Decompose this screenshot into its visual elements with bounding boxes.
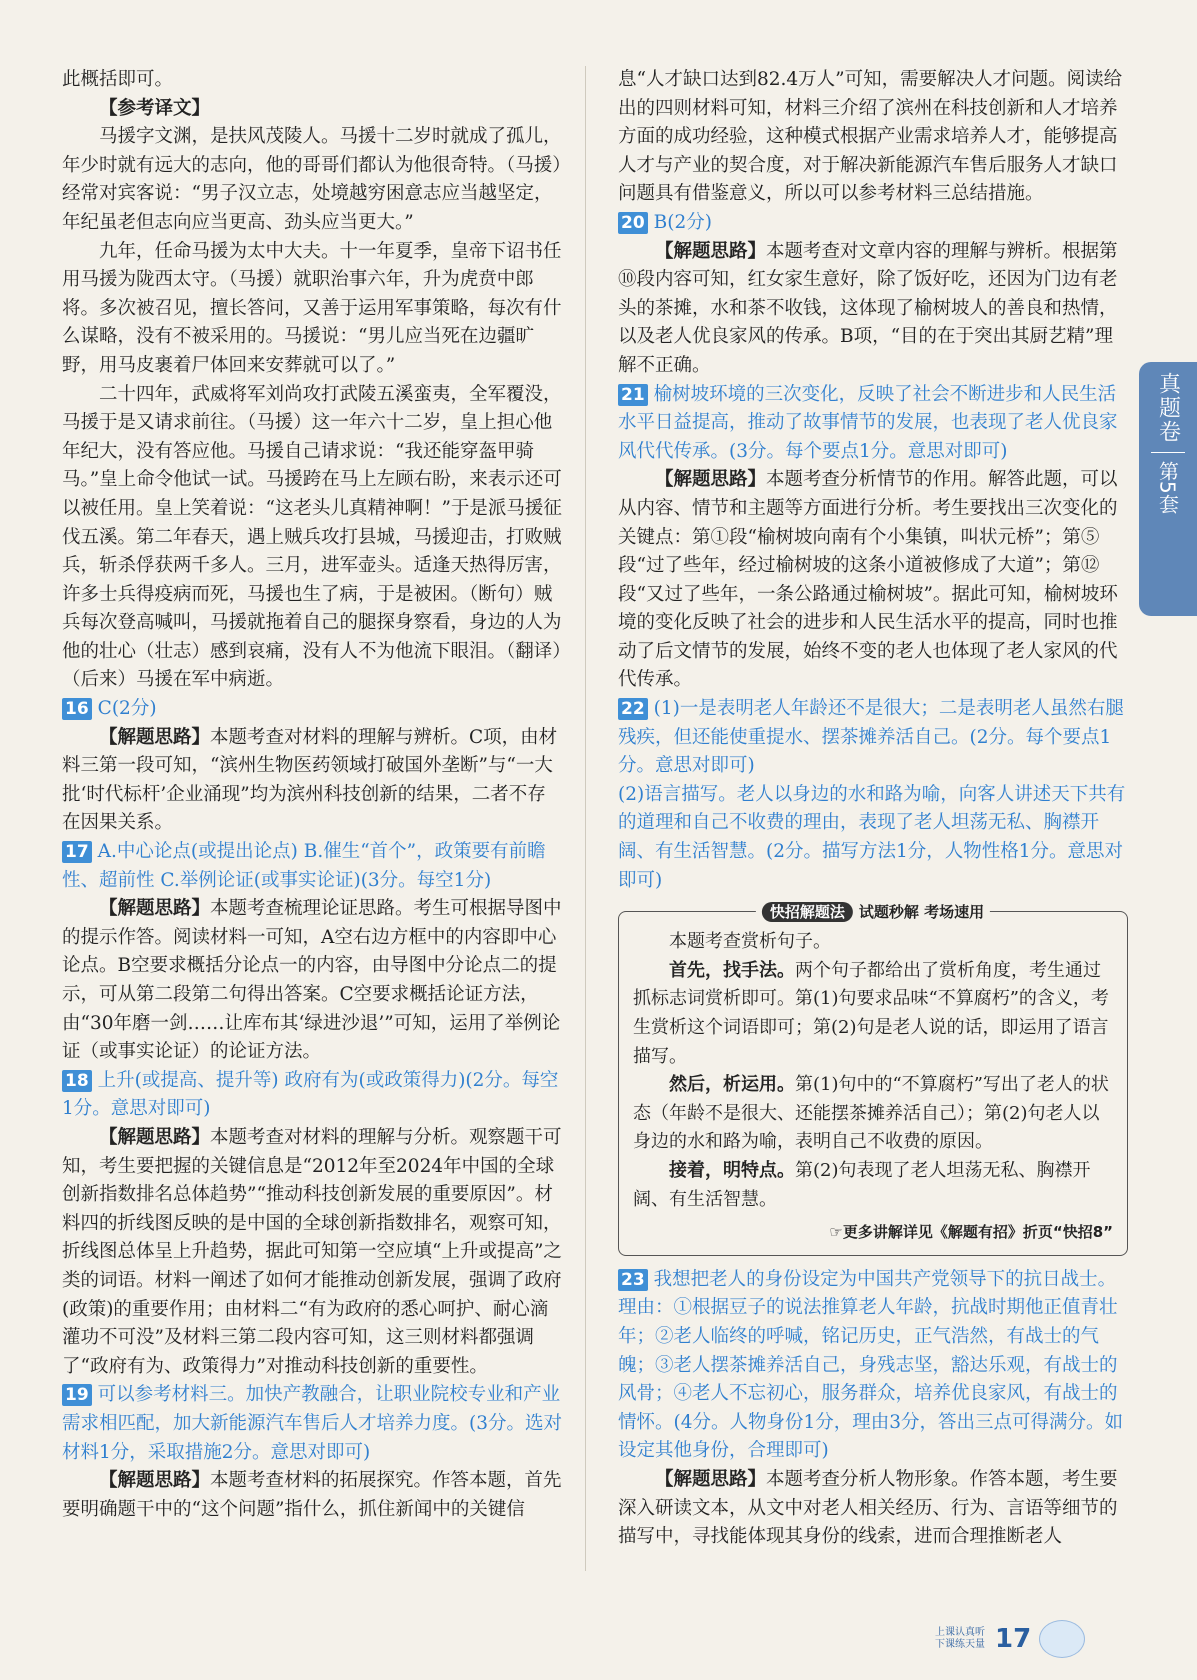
question-21-analysis: 【解题思路】本题考查分析情节的作用。解答此题，可以从内容、情节和主题等方面进行分析。考生要找出三次变化的关键点：第①段“榆树坡向南有个小集镇，叫状元桥”；第⑤段“过了些年，经过榆树坡的这条小道被修成了大道”；第⑫段“又过了些年，一条公路通过榆树坡”。据此可知，榆树坡环境的变化反映了社会的进步和人民生活水平的提高，同时也推动了后文情节的发展，始终不变的老人也体现了老人家风的代代传承。 xyxy=(618,469,1118,691)
translation-paragraph: 马援字文渊，是扶风茂陵人。马援十二岁时就成了孤儿，年少时就有远大的志向，他的哥哥们都认为他很奇特。（马援）经常对宾客说：“男子汉立志，处境越穷困意志应当越坚定，年纪虽老但志向应当更高、劲头应当更大。” xyxy=(62,126,562,233)
question-number: 18 xyxy=(62,1070,92,1092)
question-21-answer: 21 榆树坡环境的三次变化，反映了社会不断进步和人民生活水平日益提高，推动了故事情节的发展，也表现了老人优良家风代代传承。(3分。每个要点1分。意思对即可) xyxy=(618,383,1118,462)
summary-text: 此概括即可。 xyxy=(62,69,174,90)
question-20-analysis: 【解题思路】本题考查对文章内容的理解与辨析。根据第⑩段内容可知，红女家生意好，除了饭好吃，还因为门边有老头的茶摊，水和茶不收钱，这体现了榆树坡人的善良和热情，以及老人优良家风的传承。B项，“目的在于突出其厨艺精”理解不正确。 xyxy=(618,240,1118,376)
question-number: 19 xyxy=(62,1384,92,1406)
mascot-icon xyxy=(1039,1620,1085,1658)
question-number: 16 xyxy=(62,698,92,720)
question-number: 20 xyxy=(618,212,648,234)
side-tab-divider xyxy=(1151,452,1185,453)
question-17-analysis: 【解题思路】本题考查梳理论证思路。考生可根据导图中的提示作答。阅读材料一可知，A空右边方框中的内容即中心论点。B空要求概括分论点一的内容，由导图中分论点二的提示，可从第二段第二句得出答案。C空要求概括论证方法，由“30年磨一剑……让库布其‘绿进沙退’”可知，运用了举例论证（或事实论证）的论证方法。 xyxy=(62,898,562,1063)
box-paragraph: 然后，析运用。第(1)句中的“不算腐朽”写出了老人的状态（年龄不是很大、还能摆茶摊养活自己）；第(2)句老人以身边的水和路为喻，表明自己不收费的原因。 xyxy=(633,1074,1109,1153)
question-20-answer: 20 B(2分) xyxy=(618,209,1128,238)
page-number: 17 xyxy=(995,1624,1032,1654)
right-column xyxy=(618,66,1128,1552)
quick-method-title: 快招解题法 试题秒解 考场速用 xyxy=(756,898,990,927)
quick-method-box xyxy=(618,903,1128,1256)
question-22-answer: 22 (1)一是表明老人年龄还不是很大；二是表明老人虽然右腿残疾，但还能使重提水、摆茶摊养活自己。(2分。每个要点1分。意思对即可) xyxy=(618,698,1124,777)
reference-translation-heading: 【参考译文】 xyxy=(99,97,211,119)
translation-paragraph: 九年，任命马援为太中大夫。十一年夏季，皇帝下诏书任用马援为陇西太守。（马援）就职治事六年，升为虎贲中郎将。多次被召见，擅长答问，又善于运用军事策略，每次有什么谋略，没有不被采用的。马援说：“男儿应当死在边疆旷野，用马皮裹着尸体回来安葬就可以了。” xyxy=(62,240,562,376)
question-number: 22 xyxy=(618,698,648,720)
left-column xyxy=(62,66,562,1524)
question-19-analysis-continued: 息“人才缺口达到82.4万人”可知，需要解决人才问题。阅读给出的四则材料可知，材料三介绍了滨州在科技创新和人才培养方面的成功经验，这种模式根据产业需求培养人才，能够提高人才与产业的契合度，对于解决新能源汽车售后服务人才缺口问题具有借鉴意义，所以可以参考材料三总结措施。 xyxy=(618,69,1123,205)
side-tab-set-number: 第5套 xyxy=(1155,461,1180,514)
question-number: 21 xyxy=(618,384,648,406)
side-tab-title: 真题卷 xyxy=(1155,372,1181,444)
translation-paragraph: 二十四年，武威将军刘尚攻打武陵五溪蛮夷，全军覆没，马援于是又请求前往。（马援）这一年六十二岁，皇上担心他年纪大，没有答应他。马援自己请求说：“我还能穿盔甲骑马。”皇上命令他试一试。马援跨在马上左顾右盼，来表示还可以被任用。皇上笑着说：“这老头儿真精神啊！”于是派马援征伐五溪。第二年春天，遇上贼兵攻打县城，马援迎击，打败贼兵，斩杀俘获两千多人。三月，进军壶头。适逢天热得厉害，许多士兵得疫病而死，马援也生了病，于是被困。（断句）贼兵每次登高喊叫，马援就拖着自己的腿探身察看，身边的人为他的壮心（壮志）感到哀痛，没有人不为他流下眼泪。（翻译）（后来）马援在军中病逝。 xyxy=(62,383,562,691)
question-23-answer: 23 我想把老人的身份设定为中国共产党领导下的抗日战士。理由：①根据豆子的说法推算老人年龄，抗战时期他正值青壮年；②老人临终的呼喊，铭记历史，正气浩然，有战士的气魄；③老人摆茶摊养活自己，身残志坚，豁达乐观，有战士的风骨；④老人不忘初心，服务群众，培养优良家风，有战士的情怀。(4分。人物身份1分，理由3分，答出三点可得满分。如设定其他身份，合理即可) xyxy=(618,1268,1124,1462)
box-paragraph: 首先，找手法。两个句子都给出了赏析角度，考生通过抓标志词赏析即可。第(1)句要求品味“不算腐朽”的含义，考生赏析这个词语即可；第(2)句是老人说的话，即运用了语言描写。 xyxy=(633,959,1109,1067)
page-footer xyxy=(935,1620,1085,1658)
question-22-answer-part-2: (2)语言描写。老人以身边的水和路为喻，向客人讲述天下共有的道理和自己不收费的理由，表现了老人坦荡无私、胸襟开阔、有生活智慧。(2分。描写方法1分，人物性格1分。意思对即可) xyxy=(618,783,1126,891)
box-paragraph: 接着，明特点。第(2)句表现了老人坦荡无私、胸襟开阔、有生活智慧。 xyxy=(633,1159,1091,1210)
question-18-analysis: 【解题思路】本题考查对材料的理解与分析。观察题干可知，考生要把握的关键信息是“2012年至2024年中国的全球创新指数排名总体趋势”“推动科技创新发展的重要原因”。材料四的折线图反映的是中国的全球创新指数排名，观察可知，折线图总体呈上升趋势，据此可知第一空应填“上升或提高”之类的词语。材料一阐述了如何才能推动创新发展，强调了政府(政策)的重要作用；由材料二“有为政府的悉心呵护、耐心滴灌功不可没”及材料三第二段内容可知，这三则材料都强调了“政府有为、政策得力”对推动科技创新的重要性。 xyxy=(62,1126,562,1377)
question-23-analysis: 【解题思路】本题考查分析人物形象。作答本题，考生要深入研读文本，从文中对老人相关经历、行为、言语等细节的描写中，寻找能体现其身份的线索，进而合理推断老人 xyxy=(618,1468,1118,1548)
question-17-answer: 17 A.中心论点(或提出论点) B.催生“首个”，政策要有前瞻性、超前性 C.举例论证(或事实论证)(3分。每空1分) xyxy=(62,841,546,891)
question-number: 23 xyxy=(618,1269,648,1291)
question-19-answer: 19 可以参考材料三。加快产教融合，让职业院校专业和产业需求相匹配，加大新能源汽车售后人才培养力度。(3分。选对材料1分，采取措施2分。意思对即可) xyxy=(62,1384,562,1463)
column-divider xyxy=(585,66,586,1571)
box-footer-reference: ☞更多讲解详见《解题有招》折页“快招8” xyxy=(829,1223,1113,1242)
question-16-analysis: 【解题思路】本题考查对材料的理解与辨析。C项，由材料三第一段可知，“滨州生物医药领域打破国外垄断”与“一大批‘时代标杆’企业涌现”均为滨州科技创新的结果，二者不存在因果关系。 xyxy=(62,726,558,834)
question-16-answer: 16 C(2分) xyxy=(62,695,562,724)
question-18-answer: 18 上升(或提高、提升等) 政府有为(或政策得力)(2分。每空1分。意思对即可) xyxy=(62,1069,559,1120)
footer-slogan: 上课认真听 下课练天量 xyxy=(935,1627,985,1650)
section-side-tab xyxy=(1139,362,1197,616)
box-paragraph: 本题考查赏析句子。 xyxy=(669,931,831,953)
question-number: 17 xyxy=(62,841,92,863)
question-19-analysis: 【解题思路】本题考查材料的拓展探究。作答本题，首先要明确题干中的“这个问题”指什么，抓住新闻中的关键信 xyxy=(62,1470,562,1520)
